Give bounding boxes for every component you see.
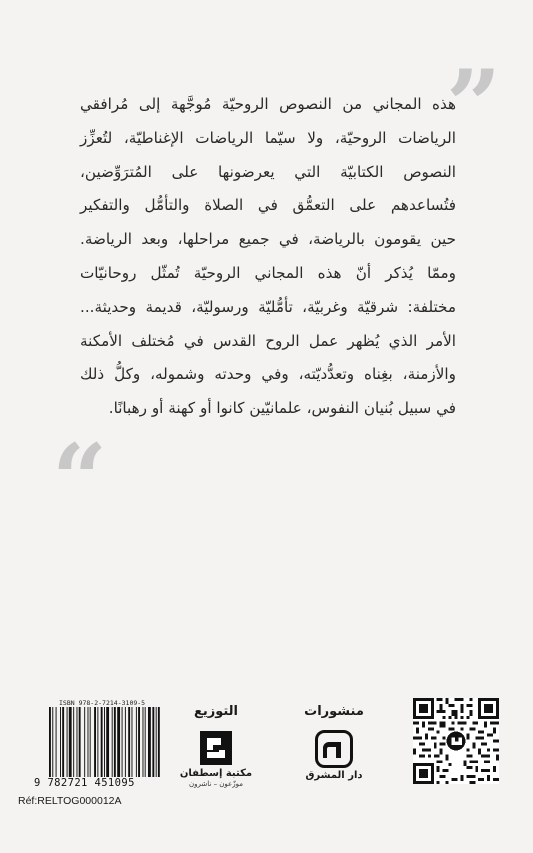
publisher-block xyxy=(294,704,374,781)
blurb-line: الرياضات الروحيّة، ولا سيّما الرياضات الإغناطيّة، لتُعزِّز xyxy=(80,128,456,147)
stephan-library-logo-icon xyxy=(199,730,233,766)
isbn-barcode-block xyxy=(24,699,148,799)
blurb-paragraph xyxy=(80,88,456,426)
distributor-logo-caption: مكتبة إسطفان xyxy=(179,768,253,779)
publisher-label: منشورات xyxy=(304,704,364,719)
publisher-logo-caption: دار المشرق xyxy=(305,770,363,781)
distributor-logo-subtitle: موزّعون – ناشرون xyxy=(189,780,243,788)
distributor-block xyxy=(176,704,256,788)
blurb-line: في سبيل بُنيان النفوس، علمانيّين كانوا أو كهنة أو رهبانًا. xyxy=(108,399,456,418)
closing-quote-mark: “ xyxy=(52,423,108,536)
blurb-line: الأمر الذي يُظهر عمل الروح القدس في مُختلف الأمكنة xyxy=(80,331,456,350)
dar-el-machreq-logo-icon xyxy=(315,730,353,768)
blurb-line: حين يقومون بالرياضة، في جميع مراحلها، وبعد الرياضة. xyxy=(80,230,456,249)
isbn-label: ISBN 978-2-7214-3109-5 xyxy=(59,699,146,707)
barcode-icon xyxy=(49,707,163,777)
blurb-line: فتُساعدهم على التعمُّق في الصلاة والتأمُّل والتفكير xyxy=(80,196,456,215)
distributor-label: التوزيع xyxy=(193,704,239,719)
blurb-line: وممّا يُذكر أنّ هذه المجاني الروحيّة تُمثّل روحانيّات xyxy=(80,263,456,282)
blurb-line: النصوص الكتابيّة التي يعرضونها على المُترَوِّضين، xyxy=(80,162,456,181)
opening-quote-mark: ” xyxy=(446,49,502,162)
reference-code: Réf:RELTOG000012A xyxy=(18,795,122,807)
blurb-line: مختلفة: شرقيّة وغربيّة، تأمُّليّة ورسوليّة، قديمة وحديثة... xyxy=(80,297,456,316)
qr-code-icon[interactable] xyxy=(413,698,499,784)
blurb-line: هذه المجاني من النصوص الروحيّة مُوجَّهة إلى مُرافقي xyxy=(80,95,456,113)
blurb-line: والأزمنة، بغِناه وتعدُّديّته، وفي وحدته وشموله، وكلُّ ذلك xyxy=(80,365,456,384)
barcode-number: 9 782721 451095 xyxy=(34,777,135,789)
